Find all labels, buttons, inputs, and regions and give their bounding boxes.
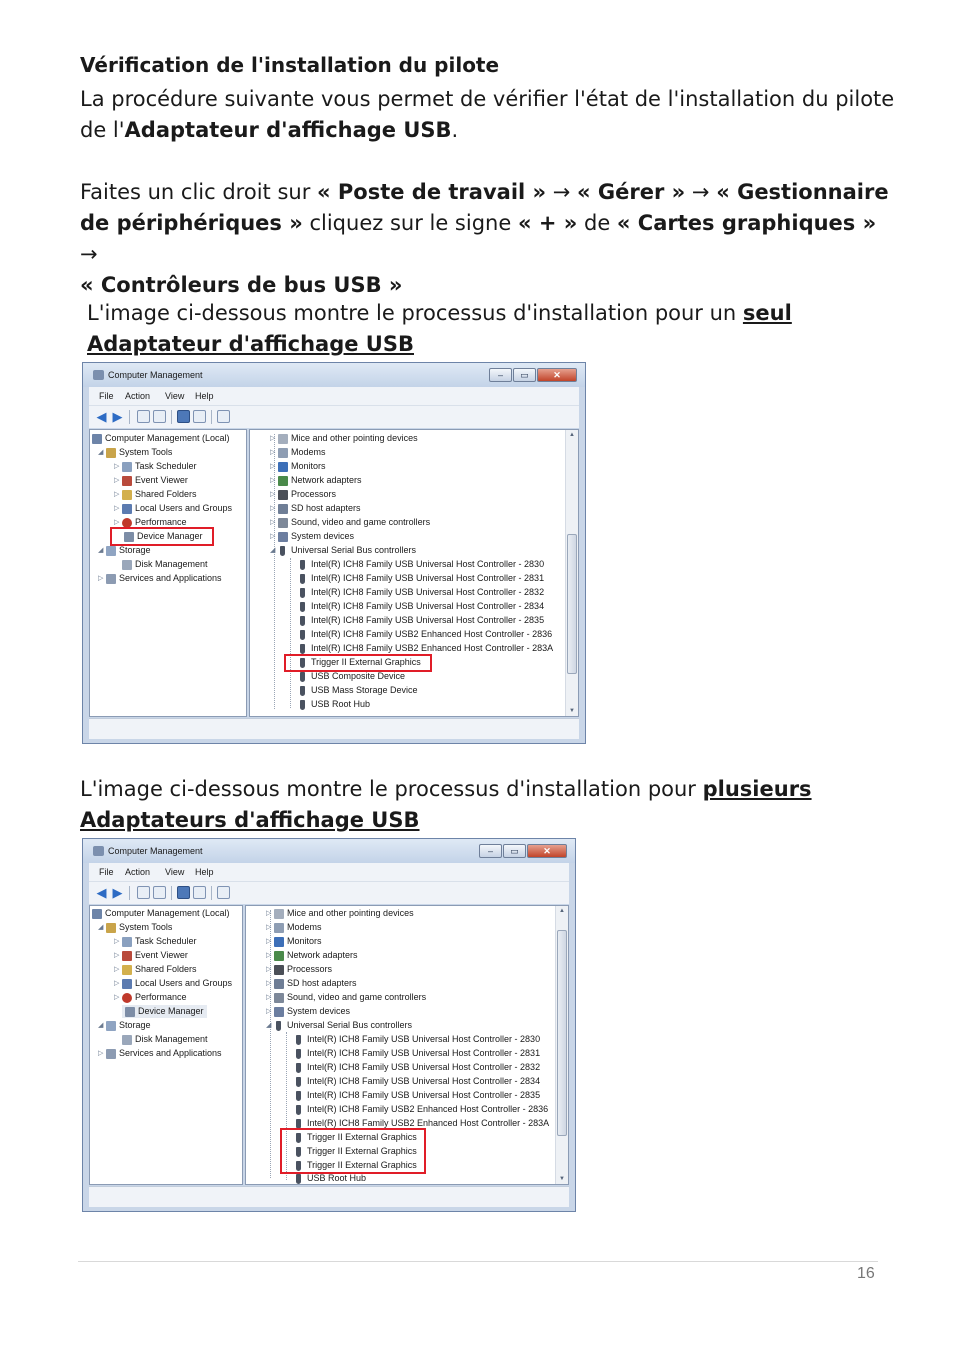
collapse-icon: ◢	[98, 1022, 104, 1030]
tools-icon	[106, 923, 116, 933]
tree-label: Local Users and Groups	[135, 503, 233, 513]
expand-icon: ▷	[270, 449, 276, 457]
expand-icon: ▷	[266, 938, 272, 946]
tree-item-event-viewer[interactable]	[114, 474, 188, 487]
tree-item-task-scheduler[interactable]	[114, 935, 197, 948]
category-label: Universal Serial Bus controllers	[291, 545, 417, 555]
scroll-down-icon[interactable]: ▼	[569, 708, 575, 714]
device-label: USB Root Hub	[311, 699, 371, 709]
minimize-button[interactable]: –	[489, 368, 512, 382]
usb-icon	[296, 1049, 301, 1059]
category-label: Processors	[291, 489, 337, 499]
device-label: Trigger II External Graphics	[311, 657, 421, 667]
help-icon[interactable]	[177, 886, 190, 899]
expand-icon: ▷	[270, 477, 276, 485]
screenshot-single-adapter	[82, 362, 586, 744]
expand-icon: ▷	[98, 575, 104, 583]
category-label: Network adapters	[291, 475, 362, 485]
up-folder-icon[interactable]	[137, 410, 150, 423]
device-label: Intel(R) ICH8 Family USB Universal Host Controller - 2831	[311, 573, 545, 583]
bold-term: « + »	[517, 211, 578, 235]
usb-device[interactable]	[298, 670, 405, 683]
category-label: Modems	[291, 447, 326, 457]
device-label: Intel(R) ICH8 Family USB Universal Host Controller - 2830	[307, 1034, 541, 1044]
device-label: Intel(R) ICH8 Family USB Universal Host Controller - 2830	[311, 559, 545, 569]
maximize-button[interactable]: ▭	[513, 368, 536, 382]
device-category[interactable]	[270, 432, 418, 445]
scan-hardware-icon[interactable]	[217, 886, 230, 899]
usb-device[interactable]	[294, 1047, 540, 1060]
device-label: Trigger II External Graphics	[307, 1160, 417, 1170]
collapse-icon: ◢	[98, 547, 104, 555]
modem-icon	[274, 923, 284, 933]
tree-item-performance[interactable]	[114, 991, 187, 1004]
usb-device[interactable]	[298, 558, 544, 571]
modem-icon	[278, 448, 288, 458]
usb-device[interactable]	[294, 1103, 548, 1116]
expand-icon: ▷	[114, 994, 120, 1002]
usb-icon	[300, 630, 305, 640]
scroll-thumb[interactable]	[567, 534, 577, 674]
bold-term: « Contrôleurs de bus USB »	[80, 273, 403, 297]
expand-icon: ▷	[114, 966, 120, 974]
usb-icon	[300, 700, 305, 710]
close-button[interactable]: ✕	[537, 368, 577, 382]
usb-icon	[300, 686, 305, 696]
menu-help[interactable]: Help	[195, 391, 214, 401]
device-label: Intel(R) ICH8 Family USB2 Enhanced Host Controller - 283A	[311, 643, 554, 653]
tree-item-system-tools[interactable]	[98, 921, 172, 934]
category-label: Universal Serial Bus controllers	[287, 1020, 413, 1030]
tree-item-local-users[interactable]	[114, 502, 232, 515]
mouse-icon	[278, 434, 288, 444]
network-icon	[274, 951, 284, 961]
device-label: Intel(R) ICH8 Family USB Universal Host Controller - 2831	[307, 1048, 541, 1058]
menu-bar	[89, 387, 579, 405]
expand-icon: ▷	[114, 952, 120, 960]
network-icon	[278, 476, 288, 486]
menu-file[interactable]: File	[99, 867, 114, 877]
folder-icon	[122, 965, 132, 975]
tree-label: Disk Management	[135, 559, 208, 569]
monitor-icon	[274, 937, 284, 947]
device-label: Intel(R) ICH8 Family USB Universal Host Controller - 2834	[307, 1076, 541, 1086]
tree-item-storage[interactable]	[98, 544, 151, 557]
window-title: Computer Management	[108, 846, 203, 856]
text: .	[451, 118, 459, 142]
users-icon	[122, 979, 132, 989]
expand-icon: ▷	[114, 938, 120, 946]
expand-icon: ▷	[266, 980, 272, 988]
menu-help[interactable]: Help	[195, 867, 214, 877]
back-arrow-icon[interactable]: ◀	[96, 409, 107, 424]
folder-icon	[122, 490, 132, 500]
computer-icon	[92, 909, 102, 919]
scroll-down-icon[interactable]: ▼	[559, 1176, 565, 1182]
usb-device[interactable]	[298, 586, 544, 599]
usb-device[interactable]	[294, 1033, 540, 1046]
device-category[interactable]	[270, 502, 361, 515]
tree-label: Storage	[119, 1020, 151, 1030]
scroll-thumb[interactable]	[557, 930, 567, 1136]
usb-device[interactable]	[298, 572, 544, 585]
device-category[interactable]	[266, 977, 357, 990]
tree-label: Task Scheduler	[135, 461, 197, 471]
menu-action[interactable]: Action	[125, 867, 151, 877]
minimize-button[interactable]: –	[479, 844, 502, 858]
bold-term: « Cartes graphiques »	[616, 211, 877, 235]
device-label: Intel(R) ICH8 Family USB Universal Host Controller - 2832	[311, 587, 545, 597]
properties-icon[interactable]	[193, 410, 206, 423]
tree-label: Disk Management	[135, 1034, 208, 1044]
bold-term: « Poste de travail »	[317, 180, 547, 204]
collapse-icon: ◢	[98, 449, 104, 457]
category-label: Mice and other pointing devices	[291, 433, 418, 443]
arrow-icon: →	[546, 180, 578, 204]
device-category-usb[interactable]	[270, 544, 416, 557]
tree-label: Services and Applications	[119, 1048, 222, 1058]
tree-item-services[interactable]	[98, 572, 222, 585]
underlined-term: plusieurs Adaptateurs d'affichage USB	[80, 777, 812, 832]
usb-icon	[300, 588, 305, 598]
clock-icon	[122, 462, 132, 472]
intro-paragraph	[80, 84, 900, 146]
tree-item-local-users[interactable]	[114, 977, 232, 990]
tree-label: Computer Management (Local)	[105, 908, 230, 918]
status-bar	[89, 718, 579, 739]
expand-icon: ▷	[270, 519, 276, 527]
expand-icon: ▷	[114, 980, 120, 988]
text: L'image ci-dessous montre le processus d'installation pour un	[87, 301, 743, 325]
device-tree-pane	[245, 905, 569, 1185]
device-manager-icon	[125, 1007, 135, 1017]
usb-device[interactable]	[294, 1172, 366, 1185]
tree-item-services[interactable]	[98, 1047, 222, 1060]
speaker-icon	[274, 993, 284, 1003]
usb-icon	[296, 1174, 301, 1184]
usb-icon	[300, 560, 305, 570]
tree-label: System Tools	[119, 447, 173, 457]
tree-label: Device Manager	[137, 531, 203, 541]
tree-label: Task Scheduler	[135, 936, 197, 946]
help-icon[interactable]	[177, 410, 190, 423]
device-category[interactable]	[266, 963, 332, 976]
title-bar	[83, 839, 575, 863]
disk-icon	[122, 1035, 132, 1045]
show-hide-tree-icon[interactable]	[153, 886, 166, 899]
scroll-up-icon[interactable]: ▲	[569, 432, 575, 438]
device-label: Trigger II External Graphics	[307, 1132, 417, 1142]
menu-bar	[89, 863, 569, 881]
category-label: System devices	[291, 531, 355, 541]
usb-device[interactable]	[294, 1089, 540, 1102]
category-label: Sound, video and game controllers	[291, 517, 431, 527]
category-label: SD host adapters	[287, 978, 357, 988]
device-category[interactable]	[270, 530, 354, 543]
sd-card-icon	[278, 504, 288, 514]
monitor-icon	[278, 462, 288, 472]
usb-device[interactable]	[294, 1075, 540, 1088]
device-category[interactable]	[266, 949, 358, 962]
usb-icon	[296, 1091, 301, 1101]
tools-icon	[106, 448, 116, 458]
up-folder-icon[interactable]	[137, 886, 150, 899]
usb-icon	[276, 1021, 281, 1031]
category-label: Modems	[287, 922, 322, 932]
expand-icon: ▷	[270, 491, 276, 499]
multi-adapter-caption	[80, 774, 900, 836]
close-button[interactable]: ✕	[527, 844, 567, 858]
computer-management-icon	[93, 846, 104, 856]
menu-view[interactable]: View	[165, 391, 185, 401]
device-tree-pane	[249, 429, 579, 717]
expand-icon: ▷	[266, 952, 272, 960]
expand-icon: ▷	[266, 1008, 272, 1016]
category-label: Sound, video and game controllers	[287, 992, 427, 1002]
tree-label: Event Viewer	[135, 950, 188, 960]
tree-label: Shared Folders	[135, 964, 197, 974]
usb-icon	[296, 1077, 301, 1087]
device-label: Intel(R) ICH8 Family USB Universal Host Controller - 2835	[307, 1090, 541, 1100]
tree-item-storage[interactable]	[98, 1019, 151, 1032]
device-label: Intel(R) ICH8 Family USB Universal Host Controller - 2835	[311, 615, 545, 625]
tree-label: Computer Management (Local)	[105, 433, 230, 443]
text: La procédure suivante vous permet de vérifier l'état de l'installation du pilote de l'	[80, 87, 895, 142]
underlined-term: seul Adaptateur d'affichage USB	[87, 301, 792, 356]
device-label: Intel(R) ICH8 Family USB2 Enhanced Host Controller - 2836	[307, 1104, 549, 1114]
processor-icon	[274, 965, 284, 975]
back-arrow-icon[interactable]: ◀	[96, 885, 107, 900]
usb-icon	[300, 672, 305, 682]
computer-management-icon	[93, 370, 104, 380]
tree-item-event-viewer[interactable]	[114, 949, 188, 962]
disk-icon	[122, 560, 132, 570]
forward-arrow-icon[interactable]: ▶	[112, 409, 123, 424]
device-label: Intel(R) ICH8 Family USB2 Enhanced Host Controller - 283A	[307, 1118, 550, 1128]
expand-icon: ▷	[114, 463, 120, 471]
status-bar	[89, 1186, 569, 1207]
tree-label: System Tools	[119, 922, 173, 932]
category-label: Mice and other pointing devices	[287, 908, 414, 918]
usb-device[interactable]	[298, 684, 418, 697]
screenshot-multiple-adapters	[82, 838, 576, 1212]
properties-icon[interactable]	[193, 886, 206, 899]
expand-icon: ▷	[270, 533, 276, 541]
device-label: USB Mass Storage Device	[311, 685, 418, 695]
window-title: Computer Management	[108, 370, 203, 380]
tree-item-disk-management[interactable]	[122, 1033, 208, 1046]
device-category[interactable]	[270, 446, 326, 459]
expand-icon: ▷	[98, 1050, 104, 1058]
title-bar	[83, 363, 585, 387]
users-icon	[122, 504, 132, 514]
tree-item-root[interactable]	[92, 432, 230, 445]
event-icon	[122, 476, 132, 486]
tree-item-task-scheduler[interactable]	[114, 460, 197, 473]
text: Faites un clic droit sur	[80, 180, 318, 204]
tree-item-shared-folders[interactable]	[114, 963, 197, 976]
usb-device[interactable]	[294, 1061, 540, 1074]
tree-item-shared-folders[interactable]	[114, 488, 197, 501]
device-label: USB Composite Device	[311, 671, 406, 681]
menu-file[interactable]: File	[99, 391, 114, 401]
device-category[interactable]	[270, 516, 430, 529]
usb-icon	[300, 602, 305, 612]
event-icon	[122, 951, 132, 961]
menu-view[interactable]: View	[165, 867, 185, 877]
device-label: Intel(R) ICH8 Family USB Universal Host Controller - 2834	[311, 601, 545, 611]
arrow-icon: →	[80, 242, 98, 266]
tree-item-system-tools[interactable]	[98, 446, 172, 459]
show-hide-tree-icon[interactable]	[153, 410, 166, 423]
bold-term: Adaptateur d'affichage USB	[124, 118, 452, 142]
expand-icon: ▷	[266, 994, 272, 1002]
expand-icon: ▷	[114, 519, 120, 527]
toolbar	[89, 881, 569, 904]
footer-divider	[78, 1261, 878, 1262]
category-label: Monitors	[291, 461, 326, 471]
usb-icon	[296, 1063, 301, 1073]
tree-item-disk-management[interactable]	[122, 558, 208, 571]
device-category[interactable]	[266, 1005, 350, 1018]
collapse-icon: ◢	[270, 547, 276, 555]
usb-icon	[300, 644, 305, 654]
expand-icon: ▷	[270, 505, 276, 513]
bold-term: « Gestionnaire de périphériques »	[80, 180, 889, 235]
menu-action[interactable]: Action	[125, 391, 151, 401]
toolbar	[89, 405, 579, 428]
forward-arrow-icon[interactable]: ▶	[112, 885, 123, 900]
scan-hardware-icon[interactable]	[217, 410, 230, 423]
instructions-paragraph	[80, 177, 900, 301]
computer-icon	[92, 434, 102, 444]
device-category[interactable]	[270, 460, 326, 473]
tree-label: Shared Folders	[135, 489, 197, 499]
usb-icon	[300, 616, 305, 626]
maximize-button[interactable]: ▭	[503, 844, 526, 858]
vertical-scrollbar[interactable]	[555, 906, 568, 1184]
expand-icon: ▷	[266, 966, 272, 974]
mouse-icon	[274, 909, 284, 919]
usb-icon	[280, 546, 285, 556]
category-label: System devices	[287, 1006, 351, 1016]
arrow-icon: →	[685, 180, 717, 204]
usb-icon	[300, 574, 305, 584]
device-category[interactable]	[270, 474, 362, 487]
category-label: Monitors	[287, 936, 322, 946]
usb-icon	[296, 1035, 301, 1045]
device-category[interactable]	[266, 921, 322, 934]
category-label: Processors	[287, 964, 333, 974]
storage-icon	[106, 1021, 116, 1031]
system-icon	[278, 532, 288, 542]
device-label: Intel(R) ICH8 Family USB Universal Host Controller - 2832	[307, 1062, 541, 1072]
expand-icon: ▷	[270, 463, 276, 471]
expand-icon: ▷	[114, 505, 120, 513]
tree-label: Device Manager	[138, 1006, 204, 1016]
expand-icon: ▷	[266, 910, 272, 918]
usb-device[interactable]	[298, 698, 370, 711]
device-category[interactable]	[266, 935, 322, 948]
system-icon	[274, 1007, 284, 1017]
sd-card-icon	[274, 979, 284, 989]
device-label: Intel(R) ICH8 Family USB2 Enhanced Host Controller - 2836	[311, 629, 553, 639]
clock-icon	[122, 937, 132, 947]
tree-label: Performance	[135, 992, 187, 1002]
usb-device[interactable]	[298, 600, 544, 613]
device-category[interactable]	[266, 907, 414, 920]
device-label: USB Root Hub	[307, 1173, 367, 1183]
collapse-icon: ◢	[98, 924, 104, 932]
processor-icon	[278, 490, 288, 500]
speaker-icon	[278, 518, 288, 528]
tree-label: Performance	[135, 517, 187, 527]
vertical-scrollbar[interactable]	[565, 430, 578, 716]
tree-label: Event Viewer	[135, 475, 188, 485]
expand-icon: ▷	[114, 491, 120, 499]
left-tree-pane	[89, 905, 243, 1185]
expand-icon: ▷	[266, 924, 272, 932]
device-category-usb[interactable]	[266, 1019, 412, 1032]
tree-item-device-manager[interactable]	[122, 1005, 207, 1018]
text: L'image ci-dessous montre le processus d'installation pour	[80, 777, 703, 801]
expand-icon: ▷	[114, 477, 120, 485]
highlight-box	[280, 1128, 426, 1174]
usb-device[interactable]	[298, 614, 544, 627]
text: cliquez sur le signe	[302, 211, 518, 235]
services-icon	[106, 574, 116, 584]
section-heading: Vérification de l'installation du pilote	[80, 53, 500, 77]
storage-icon	[106, 546, 116, 556]
device-label: Trigger II External Graphics	[307, 1146, 417, 1156]
tree-item-root[interactable]	[92, 907, 230, 920]
bold-term: « Gérer »	[577, 180, 686, 204]
text: de	[577, 211, 617, 235]
performance-icon	[122, 993, 132, 1003]
collapse-icon: ◢	[266, 1022, 272, 1030]
single-adapter-caption	[87, 298, 907, 360]
usb-icon	[296, 1105, 301, 1115]
tree-label: Storage	[119, 545, 151, 555]
scroll-up-icon[interactable]: ▲	[559, 908, 565, 914]
device-category[interactable]	[270, 488, 336, 501]
services-icon	[106, 1049, 116, 1059]
tree-label: Services and Applications	[119, 573, 222, 583]
page-number: 16	[857, 1265, 875, 1282]
usb-device[interactable]	[298, 628, 552, 641]
tree-label: Local Users and Groups	[135, 978, 233, 988]
category-label: Network adapters	[287, 950, 358, 960]
left-tree-pane	[89, 429, 247, 717]
device-category[interactable]	[266, 991, 426, 1004]
expand-icon: ▷	[270, 435, 276, 443]
category-label: SD host adapters	[291, 503, 361, 513]
